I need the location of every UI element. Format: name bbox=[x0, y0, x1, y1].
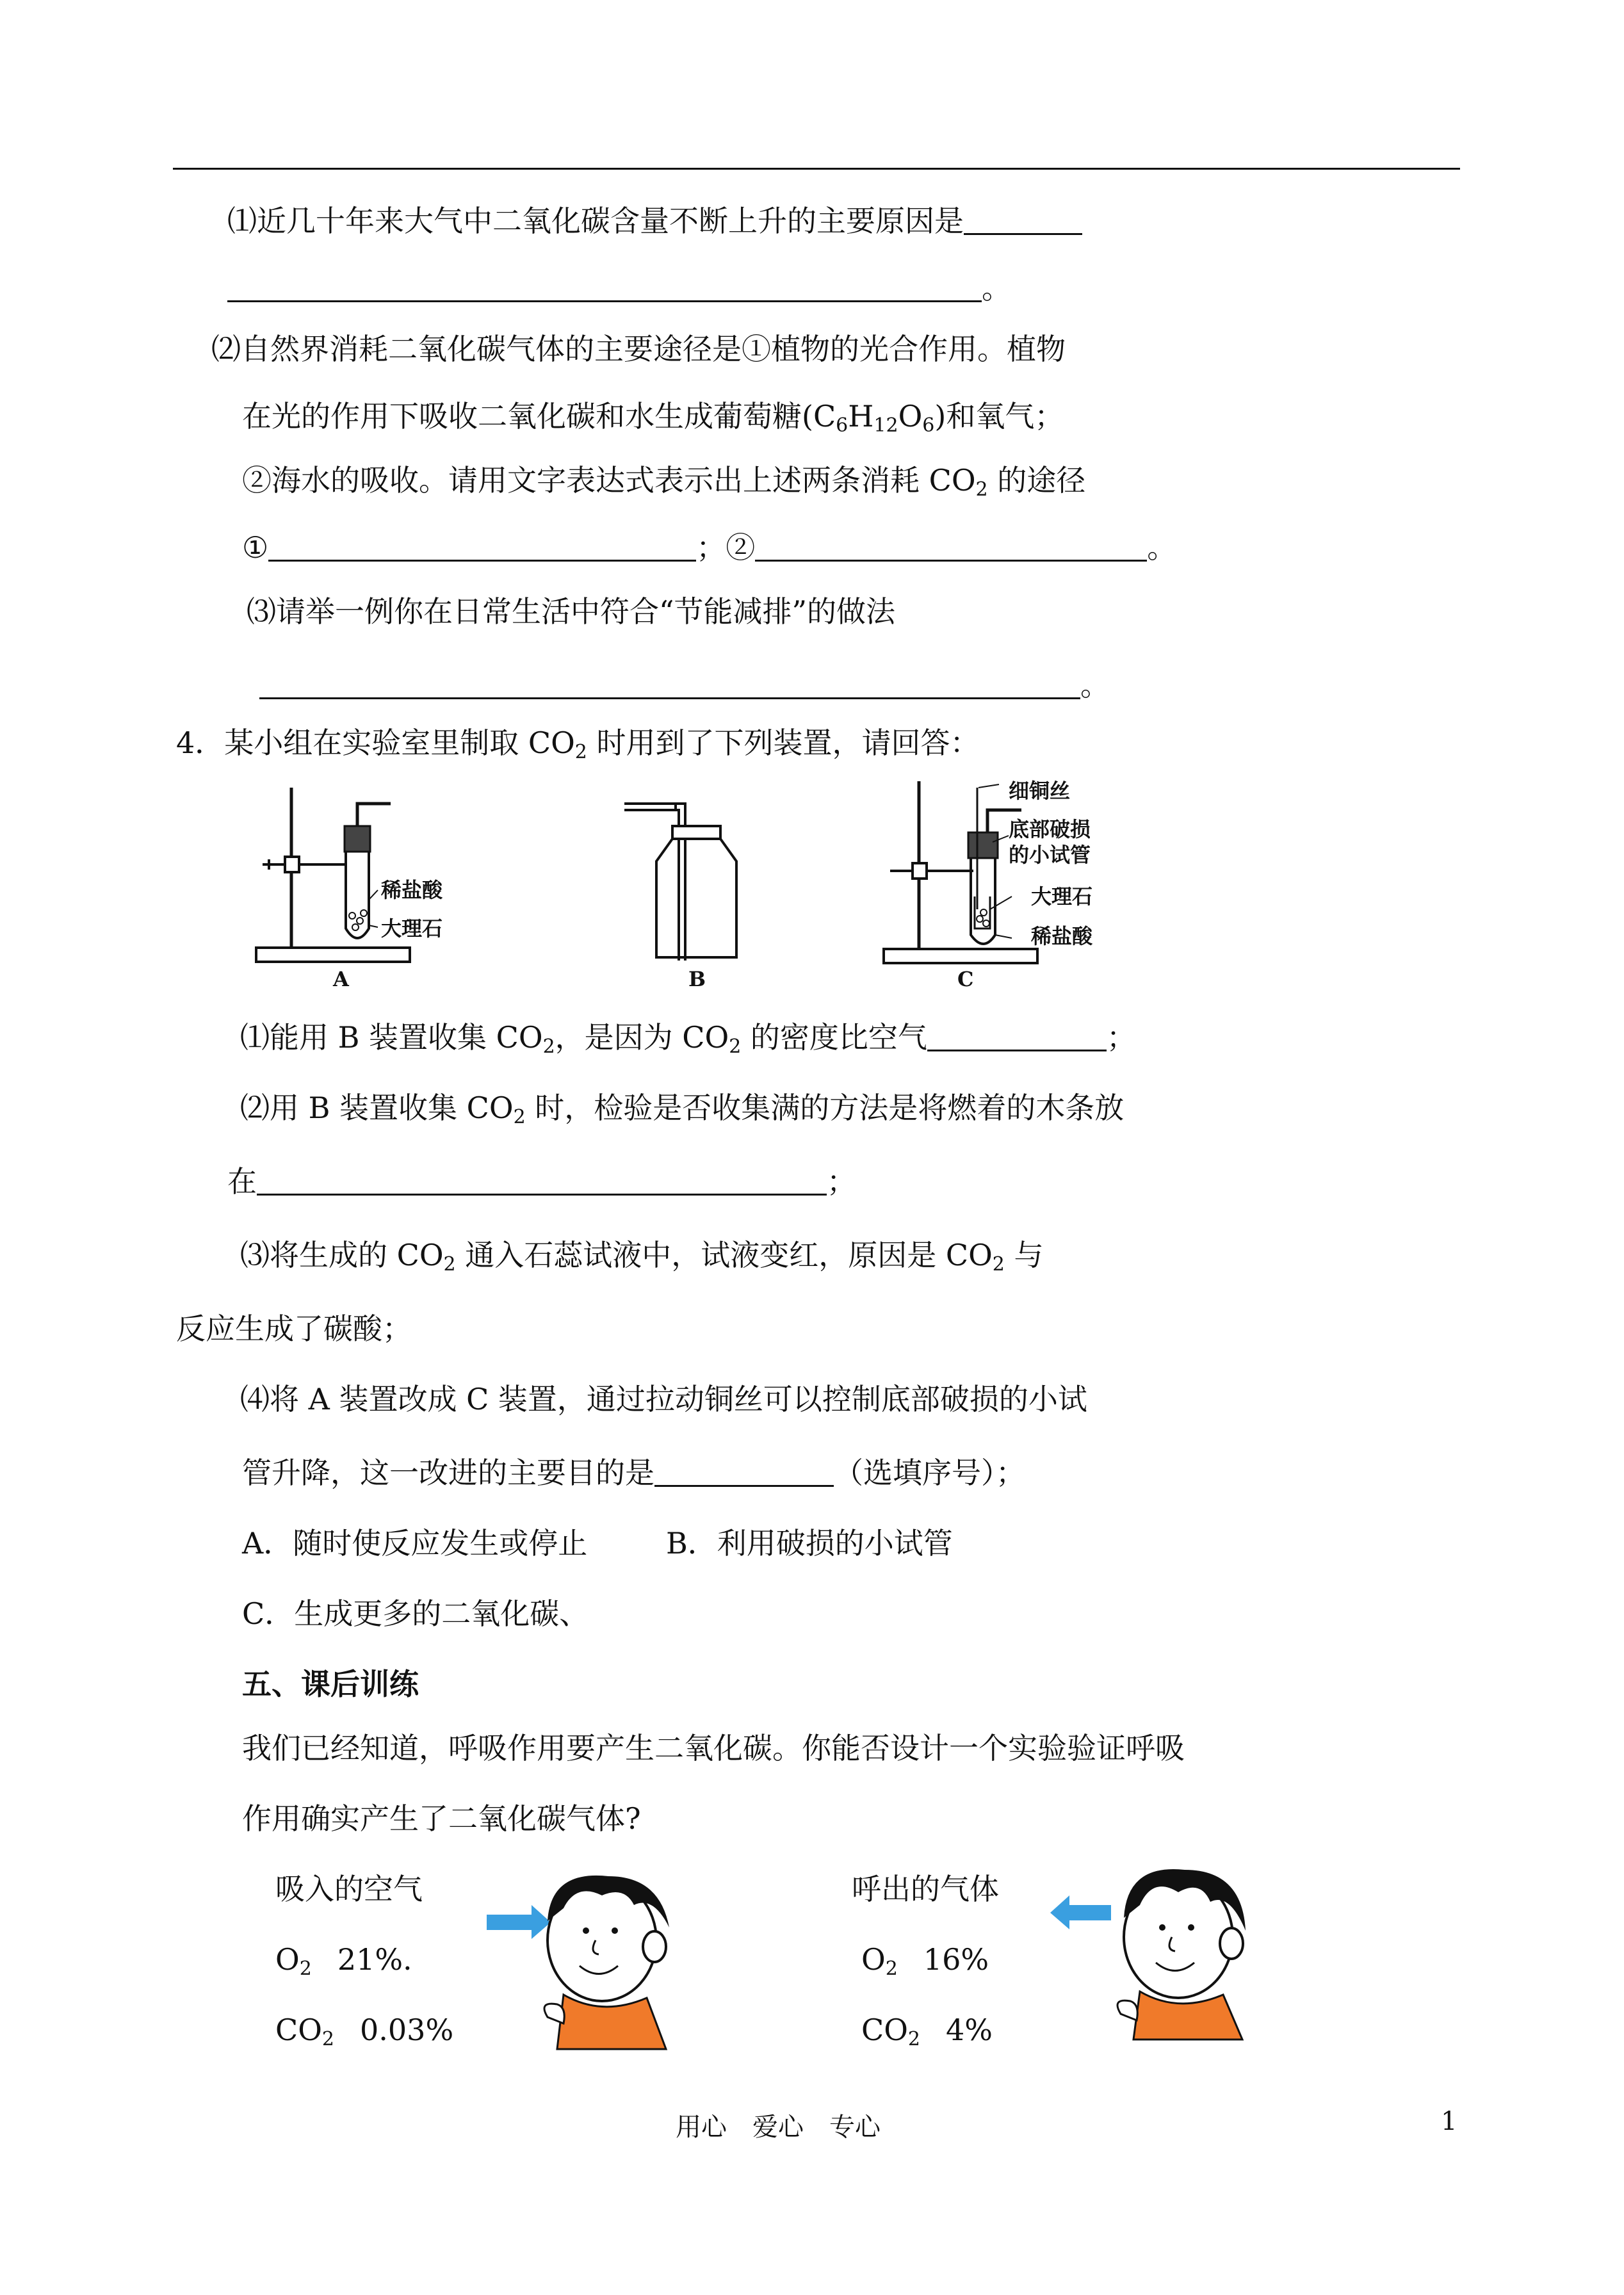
inhaled-o2: $O_2$ 21%. bbox=[275, 1942, 412, 1980]
section5-p1: 我们已经知道，呼吸作用要产生二氧化碳。你能否设计一个实验验证呼吸 bbox=[242, 1731, 1185, 1765]
q4-s3-line2: 反应生成了碳酸； bbox=[176, 1311, 412, 1346]
label-c-tube-1: 底部破损 bbox=[1009, 817, 1091, 841]
q3-line2: 。 bbox=[259, 666, 1110, 704]
q2-line2: 在光的作用下吸收二氧化碳和水生成葡萄糖$(C_6H_{12}O_6)$和氧气； bbox=[242, 399, 1064, 437]
q4-s4-line2: 管升降，这一改进的主要目的是 （选填序号）； bbox=[242, 1456, 1025, 1490]
q4-s4-line1: ⑷将 A 装置改成 C 装置，通过拉动铜丝可以控制底部破损的小试 bbox=[240, 1382, 1087, 1416]
apparatus-c-drawing bbox=[877, 781, 1057, 973]
q3-blank[interactable] bbox=[259, 668, 1080, 699]
q2-blank-2[interactable] bbox=[755, 530, 1147, 562]
q4-s2-line1: ⑵用 B 装置收集 $CO_2$ 时，检验是否收集满的方法是将燃着的木条放 bbox=[240, 1091, 1125, 1128]
q2-blank-1[interactable] bbox=[268, 530, 696, 562]
q4-s2-blank[interactable] bbox=[257, 1164, 827, 1196]
label-a-acid: 稀盐酸 bbox=[381, 878, 443, 902]
exhaled-co2: $CO_2$ 4% bbox=[861, 2013, 993, 2050]
label-apparatus-a: A bbox=[333, 967, 349, 991]
exhaled-o2: $O_2$ 16% bbox=[861, 1942, 989, 1980]
label-c-acid: 稀盐酸 bbox=[1031, 924, 1093, 948]
label-c-marble: 大理石 bbox=[1031, 884, 1093, 909]
section5-title: 五、课后训练 bbox=[242, 1667, 419, 1701]
label-a-marble: 大理石 bbox=[381, 916, 443, 941]
q1-line1 bbox=[227, 202, 1082, 240]
inhaled-title: 吸入的空气 bbox=[275, 1872, 423, 1906]
q1-blank-2[interactable] bbox=[227, 271, 982, 302]
footer-motto: 用心 爱心 专心 bbox=[676, 2113, 881, 2142]
header-rule bbox=[173, 168, 1460, 170]
option-a: A．随时使反应发生或停止 bbox=[242, 1526, 588, 1561]
option-b: B．利用破损的小试管 bbox=[666, 1526, 953, 1561]
section5-p2: 作用确实产生了二氧化碳气体? bbox=[242, 1801, 641, 1836]
q4-s4-blank[interactable] bbox=[654, 1456, 834, 1487]
label-c-wire: 细铜丝 bbox=[1009, 779, 1071, 803]
q4-s1-blank[interactable] bbox=[927, 1020, 1107, 1051]
q1-blank-1[interactable] bbox=[964, 204, 1082, 235]
q4-s1: ⑴能用 B 装置收集 $CO_2$，是因为 $CO_2$ 的密度比空气 ； bbox=[240, 1020, 1136, 1058]
page-number: 1 bbox=[1441, 2107, 1458, 2136]
q3-line1: ⑶请举一例你在日常生活中符合“节能减排”的做法 bbox=[247, 594, 896, 629]
q4-s2-line2: 在 ； bbox=[227, 1164, 856, 1199]
label-apparatus-c: C bbox=[957, 967, 974, 991]
boy-inhaling-illustration bbox=[487, 1870, 692, 2049]
q2-line4: ① ；② 。 bbox=[242, 530, 1177, 565]
apparatus-b-drawing bbox=[624, 804, 752, 964]
boy-exhaling-illustration bbox=[1050, 1860, 1262, 2040]
q4-intro: 4．某小组在实验室里制取 $CO_2$ 时用到了下列装置，请回答： bbox=[176, 726, 980, 763]
label-c-tube-2: 的小试管 bbox=[1009, 843, 1091, 867]
q1-text: ⑴近几十年来大气中二氧化碳含量不断上升的主要原因是 bbox=[227, 204, 964, 238]
label-apparatus-b: B bbox=[688, 967, 706, 991]
q4-s3-line1: ⑶将生成的 $CO_2$ 通入石蕊试液中，试液变红，原因是 $CO_2$ 与 bbox=[240, 1238, 1044, 1276]
q1-line2: 。 bbox=[227, 269, 1011, 307]
exhaled-title: 呼出的气体 bbox=[852, 1872, 999, 1906]
inhaled-co2: $CO_2$ 0.03% bbox=[275, 2013, 454, 2050]
q2-line3: ②海水的吸收。请用文字表达式表示出上述两条消耗 $CO_2$ 的途径 bbox=[242, 463, 1086, 501]
q2-line1: ⑵自然界消耗二氧化碳气体的主要途径是①植物的光合作用。植物 bbox=[211, 332, 1066, 366]
option-c: C．生成更多的二氧化碳、 bbox=[242, 1596, 589, 1631]
